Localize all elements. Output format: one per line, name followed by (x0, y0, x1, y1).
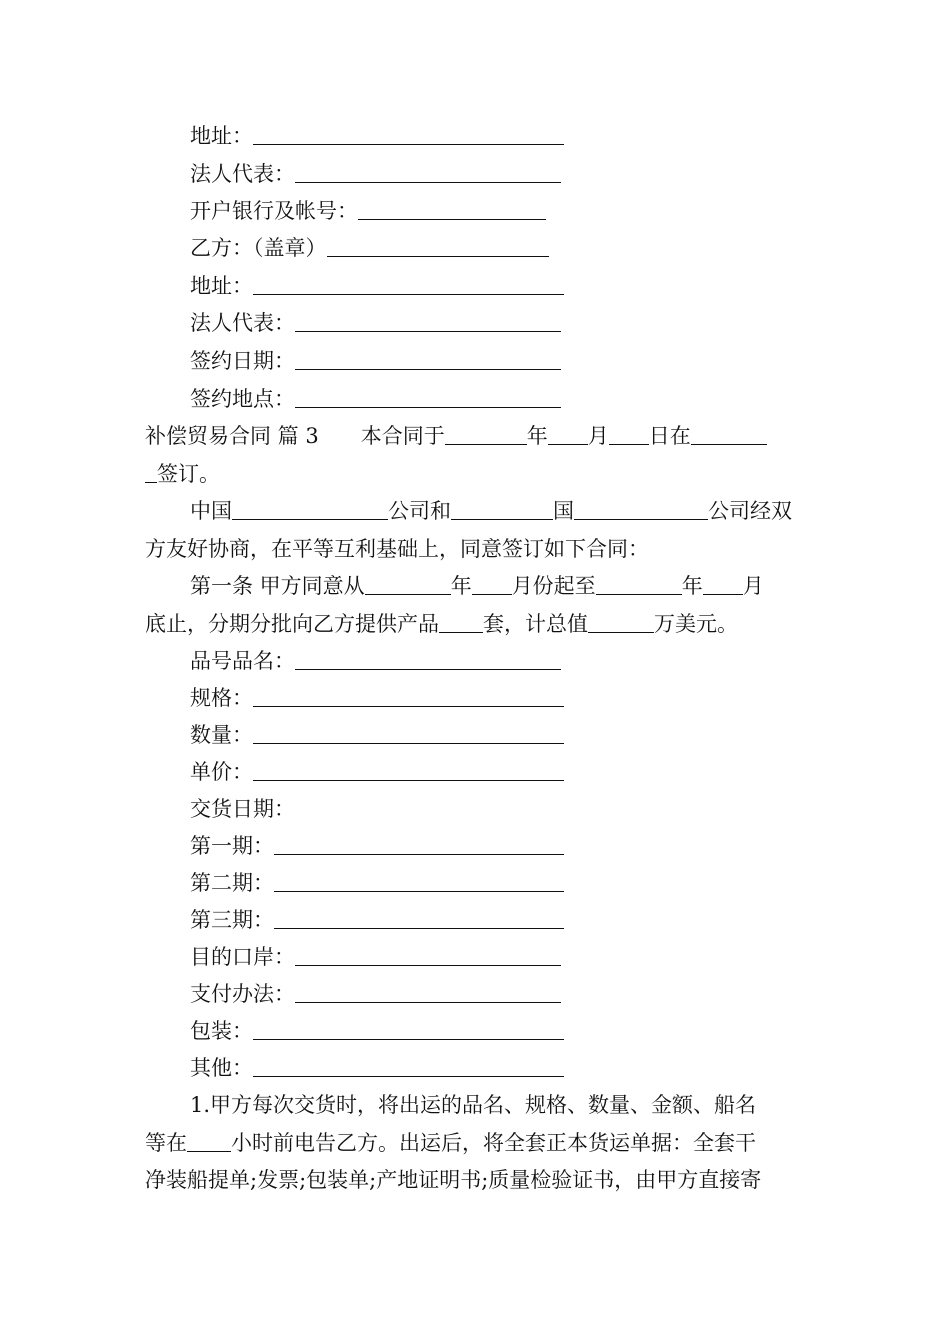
clause-text: 1.甲方每次交货时，将出运的品名、规格、数量、金额、船名 (190, 1093, 757, 1117)
million-usd-text: 万美元。 (654, 612, 738, 636)
blank-line (451, 499, 553, 520)
blank-line (253, 1019, 564, 1040)
blank-line (295, 945, 561, 966)
sign-place-field (190, 386, 561, 412)
year-text: 年 (681, 574, 703, 598)
signed-text: 签订。 (157, 462, 220, 486)
year-text: 年 (450, 574, 472, 598)
blank-line (295, 982, 561, 1003)
field-label: 其他： (190, 1056, 253, 1080)
blank-line (548, 424, 588, 445)
field-label: 规格： (190, 686, 253, 710)
field-label: 法人代表： (190, 162, 295, 186)
article1-line2 (145, 611, 738, 637)
blank-line (295, 311, 561, 332)
blank-line (145, 462, 157, 483)
contract-title: 补偿贸易合同 篇 3 (145, 424, 319, 448)
contract-title-line (145, 423, 767, 449)
blank-line (274, 871, 564, 892)
clause-text: 等在 (145, 1131, 187, 1155)
blank-line (295, 162, 561, 183)
field-label: 开户银行及帐号： (190, 199, 358, 223)
blank-line (609, 424, 649, 445)
field-label: 法人代表： (190, 311, 295, 335)
party-a-bank-field (190, 198, 546, 224)
signed-line (145, 461, 220, 487)
party-b-address-field (190, 273, 564, 299)
blank-line (358, 199, 546, 220)
spec-field (190, 685, 564, 711)
month-from-to-text: 月份起至 (511, 574, 596, 598)
other-field (190, 1055, 564, 1081)
blank-line (588, 612, 654, 633)
company-and-text: 公司和 (388, 499, 451, 523)
day-at-text: 日在 (648, 424, 691, 448)
blank-line (472, 574, 512, 595)
blank-line (439, 612, 483, 633)
clause1-line1 (190, 1092, 756, 1118)
party-a-legal-rep-field (190, 161, 561, 187)
blank-line (253, 760, 564, 781)
field-label: 目的口岸： (190, 945, 295, 969)
blank-line (274, 908, 564, 929)
party-a-address-field (190, 123, 564, 149)
unit-price-field (190, 759, 564, 785)
field-label: 品号品名： (190, 649, 295, 673)
company-agree-text: 公司经双 (708, 499, 792, 523)
party-b-field (190, 235, 549, 261)
packing-field (190, 1018, 564, 1044)
month-text: 月 (587, 424, 609, 448)
parties-line (190, 498, 792, 524)
article1-text: 第一条 甲方同意从 (190, 574, 365, 598)
article1-text: 底止，分期分批向乙方提供产品 (145, 612, 439, 636)
friendly-text: 方友好协商，在平等互利基础上，同意签订如下合同： (145, 537, 649, 561)
intro-text: 本合同于 (360, 424, 445, 448)
clause1-line3 (145, 1167, 761, 1193)
phase3-field (190, 907, 564, 933)
sign-date-field (190, 348, 561, 374)
blank-line (295, 649, 561, 670)
product-name-field (190, 648, 561, 674)
blank-line (253, 124, 564, 145)
blank-line (596, 574, 682, 595)
article1-line1 (190, 573, 764, 599)
phase1-field (190, 833, 564, 859)
field-label: 支付办法： (190, 982, 295, 1006)
field-label: 包装： (190, 1019, 253, 1043)
blank-line (295, 387, 561, 408)
blank-line (574, 499, 708, 520)
clause-text: 小时前电告乙方。出运后，将全套正本货运单据：全套干 (231, 1131, 756, 1155)
friendly-line (145, 536, 649, 562)
blank-line (691, 424, 767, 445)
blank-line (253, 1056, 564, 1077)
blank-line (187, 1131, 231, 1152)
field-label: 地址： (190, 124, 253, 148)
blank-line (253, 723, 564, 744)
blank-line (253, 274, 564, 295)
field-label: 第二期： (190, 871, 274, 895)
field-label: 数量： (190, 723, 253, 747)
year-text: 年 (526, 424, 548, 448)
field-label: 地址： (190, 274, 253, 298)
blank-line (445, 424, 527, 445)
china-text: 中国 (190, 499, 232, 523)
field-label: 签约地点： (190, 387, 295, 411)
field-label: 乙方：（盖章） (190, 236, 327, 260)
port-field (190, 944, 561, 970)
month-end-text: 月 (742, 574, 764, 598)
field-label: 第三期： (190, 908, 274, 932)
clause-text: 净装船提单;发票;包装单;产地证明书;质量检验证书，由甲方直接寄 (145, 1168, 762, 1192)
country-text: 国 (553, 499, 574, 523)
field-label: 单价： (190, 760, 253, 784)
phase2-field (190, 870, 564, 896)
field-label: 第一期： (190, 834, 274, 858)
clause1-line2 (145, 1130, 756, 1156)
blank-line (703, 574, 743, 595)
blank-line (295, 349, 561, 370)
sets-text: 套，计总值 (483, 612, 588, 636)
payment-field (190, 981, 561, 1007)
blank-line (253, 686, 564, 707)
delivery-date-label (190, 796, 295, 822)
quantity-field (190, 722, 564, 748)
blank-line (232, 499, 388, 520)
blank-line (274, 834, 564, 855)
blank-line (365, 574, 451, 595)
field-label: 签约日期： (190, 349, 295, 373)
field-label: 交货日期： (190, 797, 295, 821)
party-b-legal-rep-field (190, 310, 561, 336)
blank-line (327, 236, 549, 257)
